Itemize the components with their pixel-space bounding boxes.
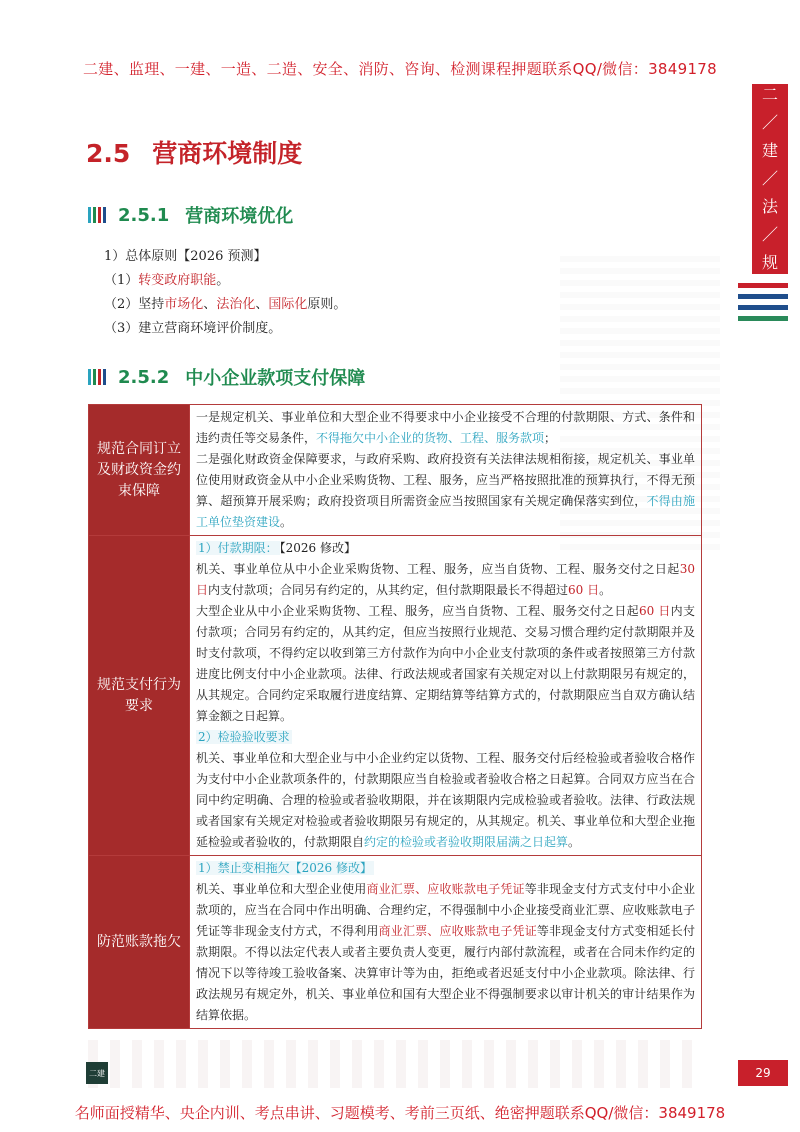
publisher-logo: 二建 [86, 1062, 108, 1084]
side-tab-char: ／ [761, 169, 778, 188]
row-label: 规范支付行为要求 [89, 536, 190, 856]
section-title [86, 134, 302, 170]
text-run: ； [544, 431, 557, 445]
principle-item [104, 269, 346, 293]
text-run: 一是规定机关、事业单位和大型企业不得要求中小企业接受不合理的付款期限、方式、条件和违约责任等交易条件， [196, 410, 695, 445]
item-suffix: 。 [216, 273, 230, 288]
side-tab-char: 规 [761, 253, 778, 272]
table-row [89, 536, 702, 856]
side-tab-char: ／ [761, 225, 778, 244]
item-sep: 、 [203, 297, 217, 312]
top-promo-banner: 二建、监理、一建、一造、二造、安全、消防、咨询、检测课程押题联系QQ/微信：3849178 [83, 60, 717, 78]
principle-item [104, 293, 346, 317]
row-label: 规范合同订立及财政资金约束保障 [89, 405, 190, 536]
item-prefix: （1） [104, 273, 139, 288]
text-highlight: 30 日 [196, 562, 695, 597]
text-highlight: 60 日 [568, 583, 600, 597]
subsection-number: 2.5.2 [118, 366, 170, 388]
principle-heading: 1）总体原则【2026 预测】 [104, 249, 267, 264]
item-prefix: （2）坚持 [104, 297, 165, 312]
item-highlight: 转变政府职能 [138, 273, 217, 288]
text-highlight: 约定的检验或者验收期限届满之日起算 [364, 835, 569, 849]
section-title-text: 营商环境制度 [152, 139, 303, 168]
text-run: 等非现金支付方式变相延长付款期限。不得以法定代表人或者主要负责人变更，履行内部付款流程，或者在合同未作约定的情况下以等待竣工验收备案、决算审计等为由，拒绝或者迟延支付中小企业款项。除法律、行政法规另有规定外，机关、事业单位和国有大型企业不得强制要求以审计机关的审计结果作为结算依据。 [196, 924, 695, 1022]
text-run: 机关、事业单位从中小企业采购货物、工程、服务，应当自货物、工程、服务交付之日起 [196, 562, 680, 576]
text-run: 二是强化财政资金保障要求，与政府采购、政府投资有关法律法规相衔接，规定机关、事业单位使用财政资金从中小企业采购货物、工程、服务，应当严格按照批准的预算执行，不得无预算、超预算开展采购；政府投资项目所需资金应当按照国家有关规定确保落实到位， [196, 452, 695, 508]
chapter-side-tab [752, 84, 788, 274]
row-label: 防范账款拖欠 [89, 856, 190, 1029]
table-row [89, 856, 702, 1029]
item-heading: 1）禁止变相拖欠【2026 修改】 [198, 861, 372, 875]
subsection-heading-2 [88, 364, 365, 390]
side-tab-char: 建 [761, 141, 778, 160]
text-highlight: 商业汇票、应收账款电子凭证 [366, 882, 525, 896]
text-run: 机关、事业单位和大型企业与中小企业约定以货物、工程、服务交付后经检验或者验收合格作为支付中小企业款项条件的，付款期限应当自检验或者验收合格之日起算。合同双方应当在合同中约定明确、合理的检验或者验收期限，并在该期限内完成检验或者验收。法律、行政法规或者国家有关规定对检验或者验收期限另有规定的，从其规定。机关、事业单位和大型企业拖延检验或者验收的，付款期限自 [196, 751, 695, 849]
subsection-title: 中小企业款项支付保障 [185, 368, 366, 389]
principles-list [104, 245, 346, 341]
text-highlight: 商业汇票、应收账款电子凭证 [378, 924, 537, 938]
subsection-title: 营商环境优化 [185, 206, 294, 227]
text-run: 。 [568, 835, 581, 849]
item-heading: 2）检验验收要求 [198, 730, 290, 744]
text-highlight: 60 日 [638, 604, 671, 618]
page-number: 29 [738, 1060, 788, 1086]
principle-item: （3）建立营商环境评价制度。 [104, 321, 282, 336]
item-sep: 、 [255, 297, 269, 312]
side-tab-char: 法 [761, 197, 778, 216]
row-content [190, 856, 702, 1029]
item-heading-note: 【2026 修改】 [279, 541, 356, 555]
footer-pattern [88, 1040, 702, 1088]
side-tab-char: 二 [761, 85, 778, 104]
subsection-heading-1 [88, 202, 293, 228]
row-content [190, 536, 702, 856]
item-suffix: 原则。 [307, 297, 347, 312]
heading-bars-icon [88, 369, 108, 385]
item-heading: 1）付款期限： [198, 541, 278, 555]
bottom-promo-banner: 名师面授精华、央企内训、考点串讲、习题模考、考前三页纸、绝密押题联系QQ/微信：3849178 [74, 1104, 726, 1122]
table-row [89, 405, 702, 536]
text-run: 。 [599, 583, 612, 597]
text-run: 机关、事业单位和大型企业使用 [196, 882, 367, 896]
heading-bars-icon [88, 207, 108, 223]
text-run: 内支付款项；合同另有约定的，从其约定，但付款期限最长不得超过 [208, 583, 569, 597]
text-highlight: 不得拖欠中小企业的货物、工程、服务款项 [316, 431, 545, 445]
side-tab-char: ／ [761, 113, 778, 132]
text-run: 内支付款项；合同另有约定的，从其约定，但应当按照行业规范、交易习惯合理约定付款期限并及时支付款项，不得约定以收到第三方付款作为向中小企业支付款项的条件或者按照第三方付款进度比例支付中小企业款项。法律、行政法规或者国家有关规定对以上付款期限另有规定的，从其规定。合同约定采取履行进度结算、定期结算等结算方式的，付款期限应当自双方确认结算金额之日起算。 [196, 604, 695, 723]
text-run: 大型企业从中小企业采购货物、工程、服务，应当自货物、工程、服务交付之日起 [196, 604, 639, 618]
item-highlight: 国际化 [268, 297, 308, 312]
row-content [190, 405, 702, 536]
item-highlight: 法治化 [216, 297, 256, 312]
text-run: 等非现金支付方式支付中小企业款项的，应当在合同中作出明确、合理约定，不得强制中小企业接受商业汇票、应收账款电子凭证等非现金支付方式，不得利用 [196, 882, 695, 938]
side-color-stripes [738, 283, 788, 327]
item-highlight: 市场化 [164, 297, 204, 312]
subsection-number: 2.5.1 [118, 204, 170, 226]
section-number: 2.5 [86, 139, 131, 168]
payment-guarantee-table [88, 404, 702, 1029]
text-highlight: 不得由施工单位垫资建设 [196, 494, 695, 529]
text-run: 。 [280, 515, 293, 529]
